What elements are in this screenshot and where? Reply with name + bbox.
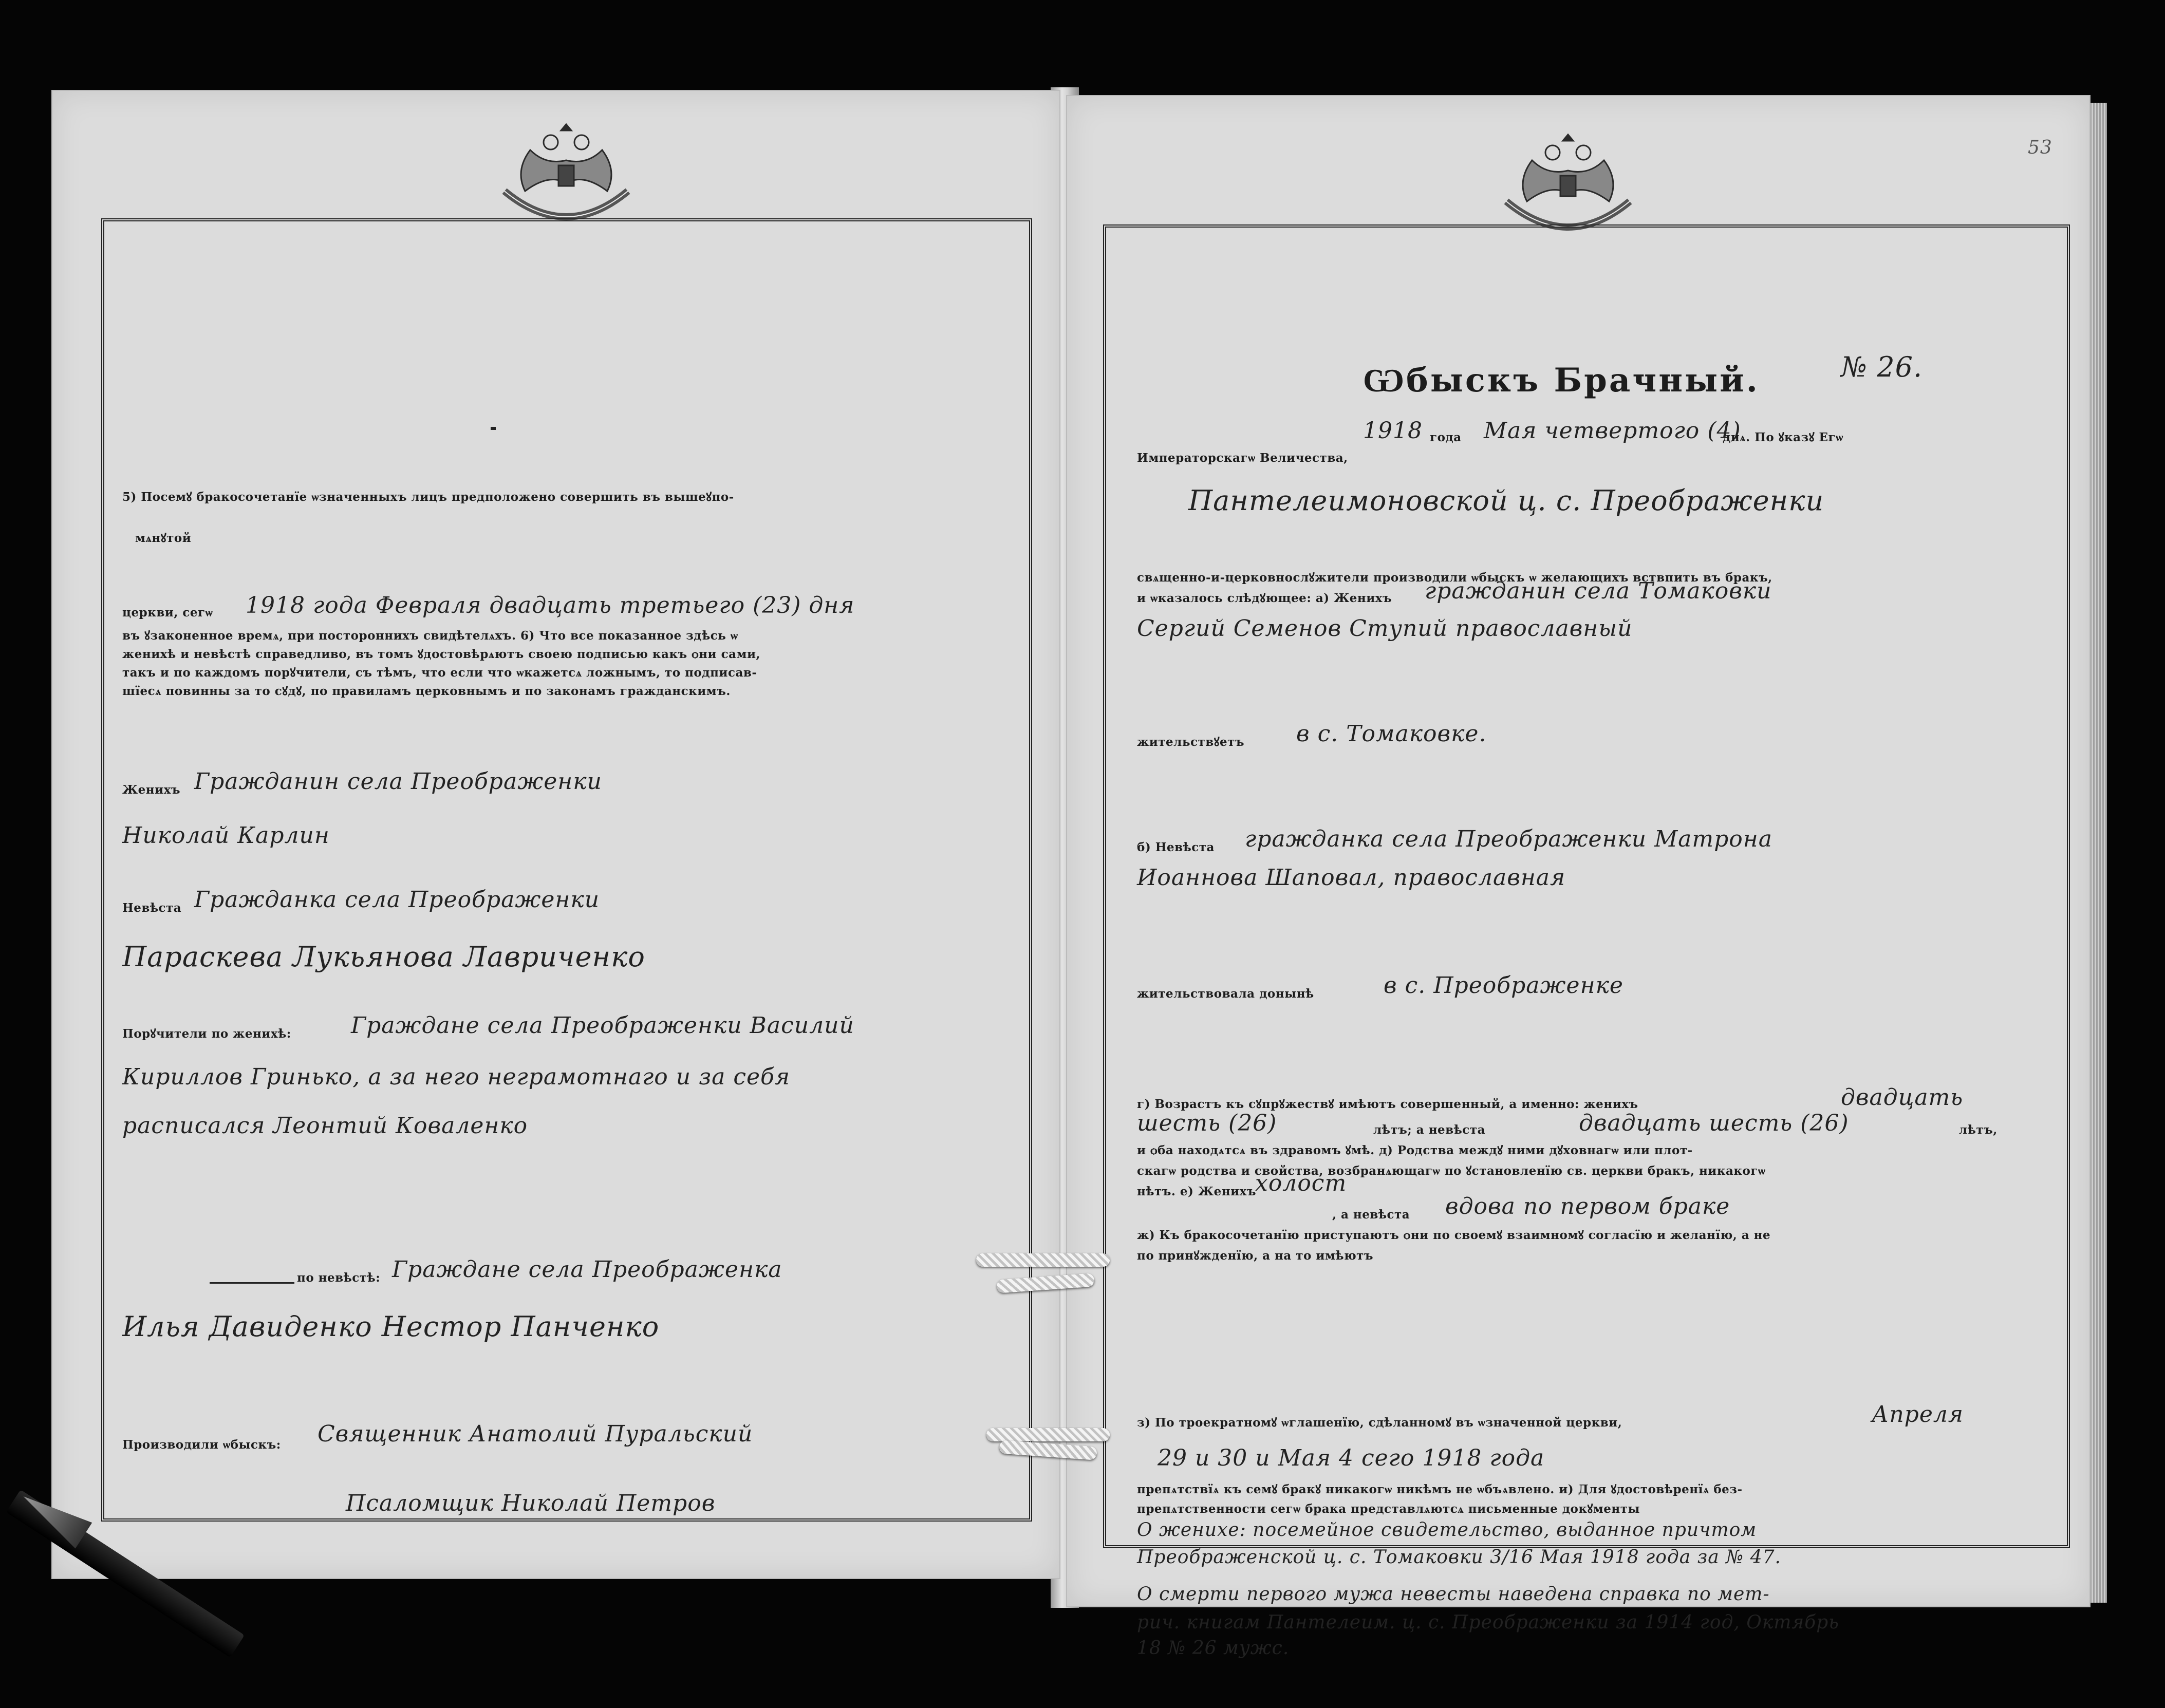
groom-guarantors-hw-3: расписался Леонтий Коваленко (122, 1113, 528, 1139)
para-6-line1: въ ꙋзаконенное времѧ, при постороннихъ свидѣтелѧхъ. 6) Что все показанное здѣсь ѡ (122, 629, 738, 643)
majesty-line: Императорскагѡ Величества, (1137, 451, 1348, 465)
banns-hw-2: 29 и 30 и Мая 4 сего 1918 года (1158, 1445, 1545, 1471)
docs-hw-4: рич. книгам Пантелеим. ц. с. Преображенки за 1914 год, Октябрь (1137, 1612, 1839, 1633)
groom-residence-label: жительствꙋетъ (1137, 735, 1245, 749)
para-5-cont: мѧнꙋтой (135, 531, 192, 545)
docs-hw-3: О смерти первого мужа невесты наведена справка по мет- (1137, 1584, 1770, 1605)
age-line2-label: лѣтъ; а невѣста (1373, 1123, 1485, 1137)
banns-line4: препѧтственности сегѡ брака представлѧютсѧ письменные докꙋменты (1137, 1502, 1640, 1516)
docs-hw-5: 18 № 26 мужс. (1137, 1638, 1290, 1659)
age-line6-hw: вдова по первом браке (1445, 1193, 1730, 1219)
age-line1-hw: двадцать (1841, 1084, 1964, 1111)
groom-guarantors-hw-1: Граждане села Преображенки Василий (351, 1012, 854, 1039)
age-line4: скагѡ родства и свойства, возбранѧющагѡ по ꙋстановленїю св. церкви бракъ, никакогѡ (1137, 1164, 1766, 1178)
conducted-hw-1: Священник Анатолий Пуральский (318, 1421, 753, 1447)
groom-hw-2: Николай Карлин (122, 822, 330, 849)
bride-label: б) Невѣста (1137, 840, 1215, 854)
right-page (1066, 95, 2091, 1659)
docs-hw-1: О женихе: посемейное свидетельство, выданное причтом (1137, 1519, 1757, 1541)
para-6-line2: женихѣ и невѣстѣ справедливо, въ томъ ꙋдостовѣрѧютъ своею подписью какъ ѻни сами, (122, 647, 761, 661)
para-5: 5) Посемꙋ бракосочетанїе ѡзначенныхъ лицъ предположено совершить въ вышеꙋпо- (122, 490, 734, 504)
bride-hw-1: Гражданка села Преображенки (194, 887, 600, 913)
date-year-hw: 1918 (1363, 418, 1423, 444)
bride-hw-1: гражданка села Преображенки Матрона (1245, 826, 1772, 852)
para-6-line4: шїесѧ повинны за то сꙋдꙋ, по правиламъ церковнымъ и по законамъ гражданскимъ. (122, 684, 731, 698)
document-number-hw: № 26. (1841, 351, 1923, 383)
left-page-frame (101, 218, 1032, 1522)
conducted-hw-2: Псаломщик Николай Петров (346, 1490, 716, 1516)
conducted-label: Производили ѡбыскъ: (122, 1438, 281, 1452)
right-page-frame (1103, 224, 2070, 1659)
clergy-line2-hw: гражданин села Томаковки (1425, 578, 1772, 604)
para-6-line3: такъ и по каждомъ порꙋчители, съ тѣмъ, что если что ѡкажетсѧ ложнымъ, то подписав- (122, 666, 757, 680)
groom-residence-hw: в с. Томаковке. (1296, 721, 1487, 747)
banns-label: з) По троекратномꙋ ѡглашенїю, сдѣланномꙋ въ ѡзначенной церкви, (1137, 1416, 1622, 1430)
groom-label: Женихъ (122, 783, 181, 797)
document-title: Ѡбыскъ Брачный. (1363, 361, 1760, 400)
mark (491, 427, 496, 430)
church-hw: Пантелеимоновской ц. с. Преображенки (1188, 484, 1824, 517)
groom-guarantors-label: Порꙋчители по женихѣ: (122, 1027, 291, 1041)
groom-guarantors-hw-2: Кириллов Гринько, а за него неграмотнаго и за себя (122, 1064, 790, 1090)
consent-line2: по принꙋжденїю, а на то имѣютъ (1137, 1249, 1374, 1263)
church-date-hw: 1918 года Февраля двадцать третьего (23) дня (246, 592, 855, 618)
page-edges (2088, 103, 2107, 1603)
groom-hw-1: Гражданин села Преображенки (194, 768, 602, 795)
age-line2-label2: лѣтъ, (1959, 1123, 1998, 1137)
age-line1-label: г) Возрастъ къ сꙋпрꙋжествꙋ имѣютъ совершенный, а именно: женихъ (1137, 1097, 1638, 1111)
bride-residence-hw: в с. Преображенке (1384, 972, 1623, 999)
left-page (51, 90, 1060, 1579)
age-line5-hw: холост (1255, 1170, 1347, 1196)
church-label: церкви, сегѡ (122, 606, 213, 620)
bride-guarantors-hw-1: Граждане села Преображенка (392, 1256, 782, 1283)
bride-guarantors-hw-2: Илья Давиденко Нестор Панченко (122, 1310, 660, 1343)
banns-hw-1: Апреля (1872, 1401, 1964, 1428)
blank-line (210, 1282, 294, 1284)
age-line2-hw2: двадцать шесть (26) (1579, 1110, 1849, 1136)
banns-line3: препѧтствїѧ къ семꙋ бракꙋ никакогѡ никѣмъ не ѡбъѧвлено. и) Для ꙋдостовѣренїѧ без- (1137, 1482, 1743, 1496)
clergy-line2-label: и ѡказалось слѣдꙋющее: а) Женихъ (1137, 591, 1392, 605)
binding-cord-lower (986, 1428, 1110, 1441)
binding-cord-upper (976, 1253, 1110, 1267)
date-year-label: года (1430, 430, 1462, 444)
age-line5-label: нѣтъ. е) Женихъ (1137, 1185, 1256, 1198)
bride-guarantors-label: по невѣстѣ: (297, 1271, 381, 1285)
groom-hw: Сергий Семенов Ступий православный (1137, 615, 1633, 642)
bride-label: Невѣста (122, 901, 182, 915)
docs-hw-2: Преображенской ц. с. Томаковки 3/16 Мая 1918 года за № 47. (1137, 1547, 1781, 1568)
bride-hw-2: Иоаннова Шаповал, православная (1137, 865, 1566, 891)
date-month-hw: Мая четвертого (4) (1484, 418, 1741, 444)
bride-residence-label: жительствовала донынѣ (1137, 987, 1314, 1001)
bride-hw-2: Параскева Лукьянова Лавриченко (122, 941, 645, 973)
age-line6-label: , а невѣста (1332, 1208, 1410, 1222)
age-line2-hw: шесть (26) (1137, 1110, 1277, 1136)
age-line3: и ѻба находѧтсѧ въ здравомъ ꙋмѣ. д) Родства междꙋ ними дꙋховнагѡ или плот- (1137, 1143, 1693, 1157)
clergy-line1: свѧщенно-и-церковнослꙋжители производили ѡбыскъ ѡ желающихъ вствпить въ бракъ, (1137, 571, 1772, 585)
corner-page-number: 53 (2028, 137, 2052, 158)
date-day-label: днѧ. По ꙋказꙋ Егѡ (1723, 430, 1843, 444)
consent-line1: ж) Къ бракосочетанїю приступаютъ ѻни по своемꙋ взаимномꙋ согласїю и желанїю, а не (1137, 1228, 1771, 1242)
